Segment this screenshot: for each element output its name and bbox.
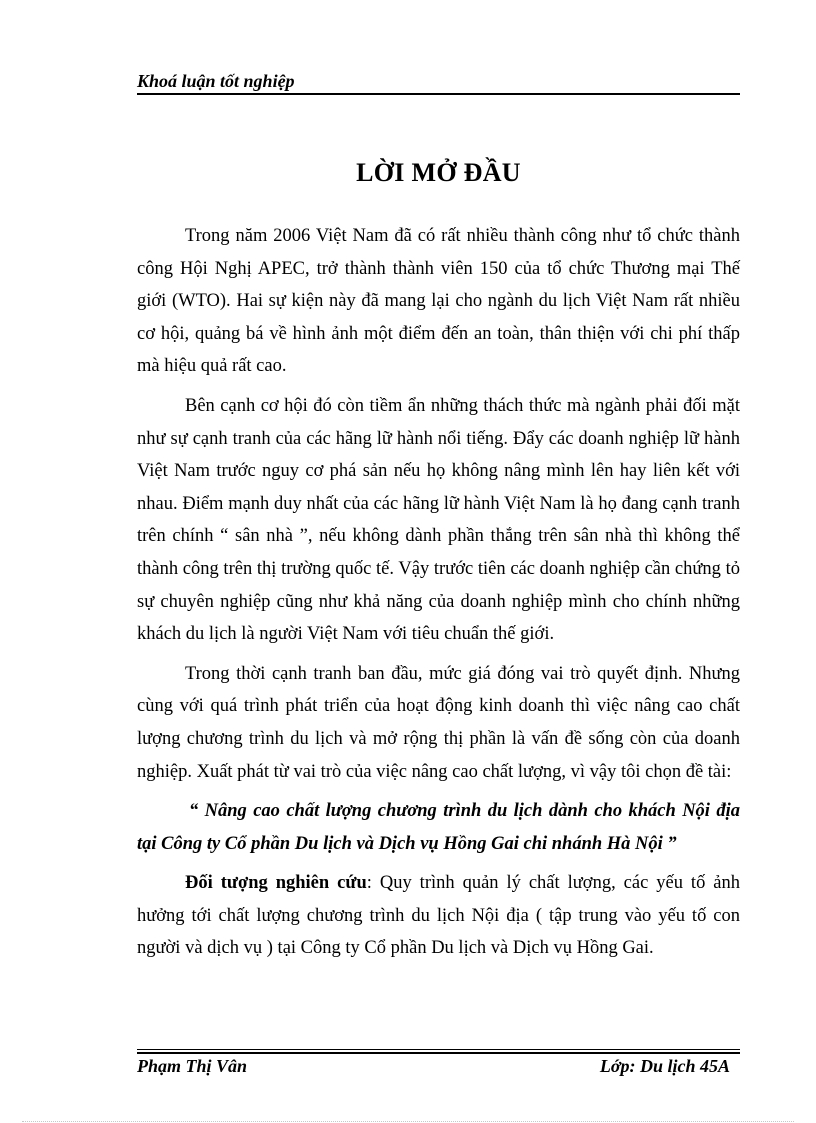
research-object-text: : Quy trình quản lý chất lượng, các yếu tố ảnh hưởng tới chất lượng chương trình du lịch Nội địa ( tập trung vào yếu tố con người và dịch vụ ) tại Công ty Cổ phần Du lịch và Dịch vụ Hồng Gai. <box>137 873 740 959</box>
running-header: Khoá luận tốt nghiệp <box>137 71 295 91</box>
page-bottom-divider <box>22 1121 794 1122</box>
header-rule <box>137 93 740 95</box>
footer-class: Lớp: Du lịch 45A <box>599 1056 730 1076</box>
page-title: LỜI MỞ ĐẦU <box>356 158 521 187</box>
paragraph-2: Bên cạnh cơ hội đó còn tiềm ẩn những thách thức mà ngành phải đối mặt như sự cạnh tranh của các hãng lữ hành nổi tiếng. Đẩy các doanh nghiệp lữ hành Việt Nam trước nguy cơ phá sản nếu họ không nâng mình lên hay liên kết với nhau. Điểm mạnh duy nhất của các hãng lữ hành Việt Nam là họ đang cạnh tranh trên chính “ sân nhà ”, nếu không dành phần thắng trên sân nhà thì không thể thành công trên thị trường quốc tế. Vậy trước tiên các doanh nghiệp cần chứng tỏ sự chuyên nghiệp cũng như khả năng của doanh nghiệp mình cho chính những khách du lịch là người Việt Nam với tiêu chuẩn thế giới. <box>137 395 740 645</box>
paragraph-1: Trong năm 2006 Việt Nam đã có rất nhiều thành công như tổ chức thành công Hội Nghị APEC, trở thành thành viên 150 của tổ chức Thương mại Thế giới (WTO). Hai sự kiện này đã mang lại cho ngành du lịch Việt Nam rất nhiều cơ hội, quảng bá về hình ảnh một điểm đến an toàn, thân thiện với chi phí thấp mà hiệu quả rất cao. <box>137 226 740 377</box>
footer-rule-bottom <box>137 1052 740 1054</box>
research-object-term: Đối tượng nghiên cứu <box>185 873 367 894</box>
research-object-paragraph <box>137 867 740 965</box>
footer-author: Phạm Thị Vân <box>137 1056 248 1076</box>
footer-rule-top <box>137 1049 740 1050</box>
paragraph-3: Trong thời cạnh tranh ban đầu, mức giá đóng vai trò quyết định. Nhưng cùng với quá trình phát triển của hoạt động kinh doanh thì việc nâng cao chất lượng chương trình du lịch và mở rộng thị phần là vấn đề sống còn của doanh nghiệp. Xuất phát từ vai trò của việc nâng cao chất lượng, vì vậy tôi chọn đề tài: <box>137 663 740 782</box>
topic-quote: “ Nâng cao chất lượng chương trình du lịch dành cho khách Nội địa tại Công ty Cổ phần Du lịch và Dịch vụ Hồng Gai chi nhánh Hà Nội ” <box>137 801 740 854</box>
body-text <box>137 220 740 972</box>
